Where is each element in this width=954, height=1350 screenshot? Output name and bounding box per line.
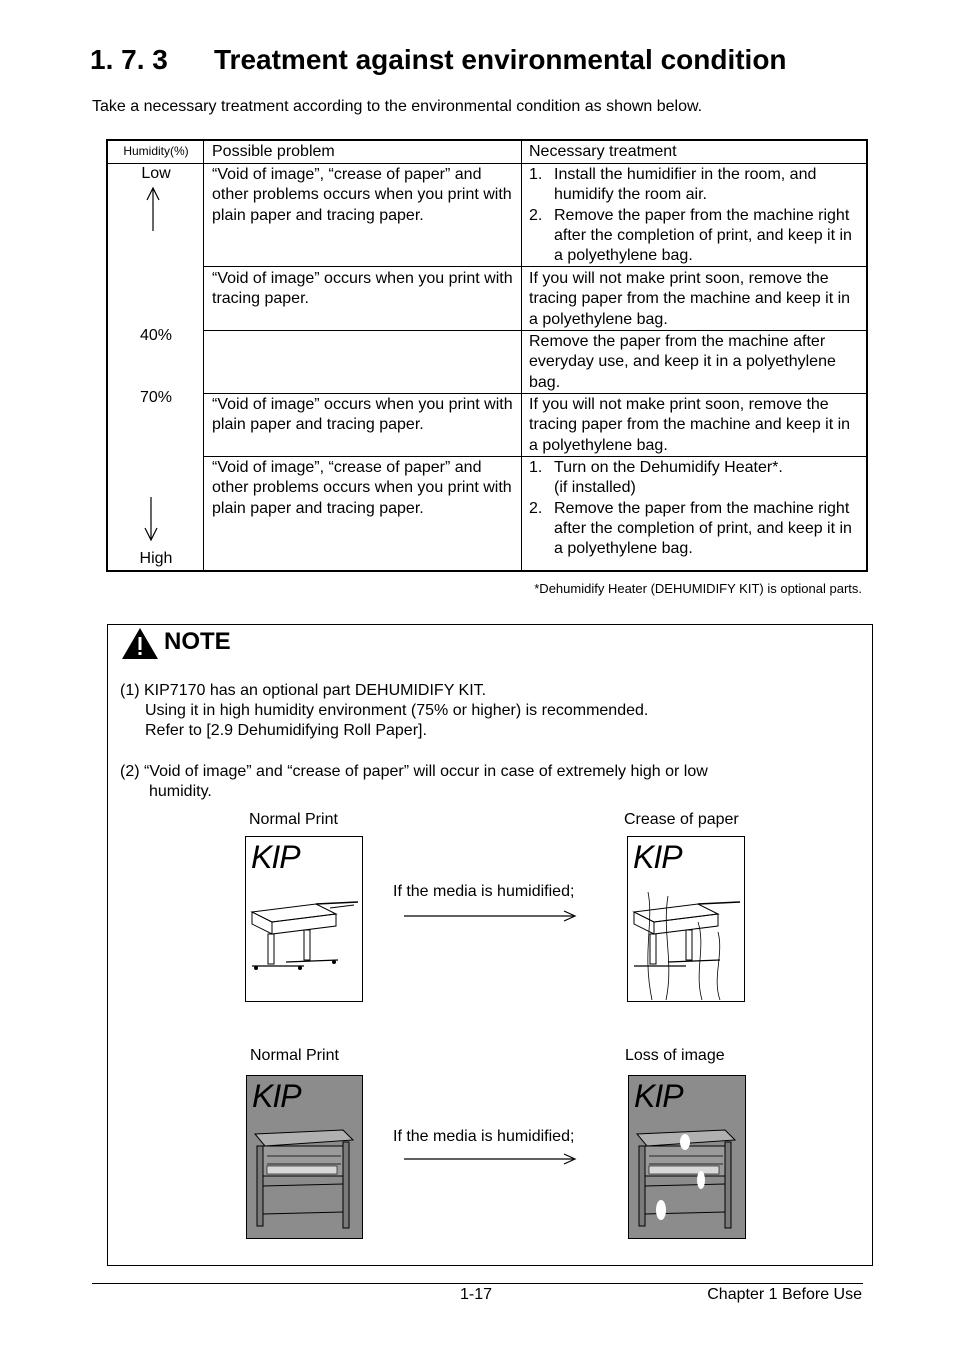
- note-item1-line3: Refer to [2.9 Dehumidifying Roll Paper].: [145, 722, 427, 739]
- arrow-right-icon: [402, 1152, 578, 1166]
- item-number: 2.: [529, 206, 543, 224]
- row1-treatment: [529, 165, 859, 266]
- note-item2-line2: humidity.: [149, 783, 212, 800]
- printer-illustration: [628, 892, 744, 1002]
- section-number: 1. 7. 3: [90, 44, 168, 75]
- note-item1-line1: (1) KIP7170 has an optional part DEHUMIDIFY KIT.: [120, 682, 487, 699]
- normal-print-gray-panel: [246, 1075, 363, 1239]
- row3-treatment: Remove the paper from the machine after everyday use, and keep it in a polyethylene bag.: [529, 333, 836, 391]
- item-text: Remove the paper from the machine right after the completion of print, and keep it in a polyethylene bag.: [554, 499, 852, 558]
- row1-problem: “Void of image”, “crease of paper” and other problems occurs when you print with plain paper and tracing paper.: [212, 166, 512, 224]
- section-title: [90, 44, 787, 76]
- arrow-down-icon: [144, 495, 158, 543]
- treatment-item: [529, 206, 859, 267]
- header-humidity: Humidity(%): [123, 144, 189, 158]
- table-divider: [203, 141, 204, 570]
- humidity-high: High: [139, 550, 173, 567]
- chapter-label: Chapter 1 Before Use: [707, 1286, 862, 1303]
- item-number: 1.: [529, 166, 543, 183]
- kip-logo: KIP: [252, 1078, 301, 1114]
- footer-divider: [92, 1283, 863, 1284]
- figure1-right-label: Crease of paper: [624, 811, 739, 828]
- treatment-item: [529, 499, 859, 560]
- arrow-up-icon: [146, 185, 160, 233]
- kip-logo: KIP: [633, 839, 682, 875]
- page-number: 1-17: [460, 1286, 493, 1303]
- row2-treatment: If you will not make print soon, remove the tracing paper from the machine and keep it in a polyethylene bag.: [529, 270, 851, 328]
- note-item1-line2: Using it in high humidity environment (75% or higher) is recommended.: [145, 702, 649, 719]
- figure2-left-label: Normal Print: [250, 1047, 339, 1064]
- kip-logo: KIP: [251, 839, 300, 875]
- item-text: Install the humidifier in the room, and humidify the room air.: [554, 166, 817, 204]
- loss-of-image-panel: [628, 1075, 746, 1239]
- normal-print-panel: [245, 836, 363, 1002]
- intro-text: Take a necessary treatment according to the environmental condition as shown below.: [92, 98, 703, 115]
- table-divider: [203, 456, 866, 457]
- figure1-arrow-label: If the media is humidified;: [393, 883, 575, 900]
- section-title-text: Treatment against environmental condition: [214, 44, 787, 75]
- treatment-item: [529, 458, 859, 499]
- item-subtext: (if installed): [554, 479, 636, 497]
- figure2-arrow-label: If the media is humidified;: [393, 1128, 575, 1145]
- printer-illustration: [629, 1122, 745, 1238]
- row4-problem: “Void of image” occurs when you print with plain paper and tracing paper.: [212, 396, 513, 434]
- crease-print-panel: [627, 836, 745, 1002]
- figure1-left-label: Normal Print: [249, 811, 338, 828]
- note-heading: NOTE: [164, 628, 231, 655]
- header-treatment: Necessary treatment: [529, 143, 677, 160]
- treatment-item: [529, 165, 859, 206]
- item-number: 2.: [529, 499, 543, 517]
- header-problem: Possible problem: [212, 143, 335, 160]
- table-divider: [203, 393, 866, 394]
- item-text: Turn on the Dehumidify Heater*.: [554, 459, 783, 476]
- item-text: Remove the paper from the machine right after the completion of print, and keep it in a polyethylene bag.: [554, 206, 852, 265]
- arrow-right-icon: [402, 909, 578, 923]
- row5-treatment: [529, 458, 859, 559]
- warning-icon: [121, 627, 159, 660]
- humidity-40: 40%: [139, 327, 173, 344]
- table-divider: [521, 141, 522, 570]
- footnote: *Dehumidify Heater (DEHUMIDIFY KIT) is optional parts.: [534, 581, 862, 596]
- item-number: 1.: [529, 459, 543, 476]
- row4-treatment: If you will not make print soon, remove the tracing paper from the machine and keep it in a polyethylene bag.: [529, 396, 851, 454]
- row2-problem: “Void of image” occurs when you print with tracing paper.: [212, 270, 513, 308]
- printer-illustration: [246, 892, 362, 982]
- row5-problem: “Void of image”, “crease of paper” and other problems occurs when you print with plain paper and tracing paper.: [212, 459, 512, 517]
- treatment-table: [106, 139, 868, 572]
- note-item2-line1: (2) “Void of image” and “crease of paper” will occur in case of extremely high or low: [120, 763, 708, 780]
- humidity-70: 70%: [139, 389, 173, 406]
- printer-illustration: [247, 1122, 363, 1238]
- kip-logo: KIP: [634, 1078, 683, 1114]
- figure2-right-label: Loss of image: [625, 1047, 725, 1064]
- table-divider: [108, 163, 866, 164]
- table-divider: [203, 330, 866, 331]
- humidity-low: Low: [141, 165, 171, 182]
